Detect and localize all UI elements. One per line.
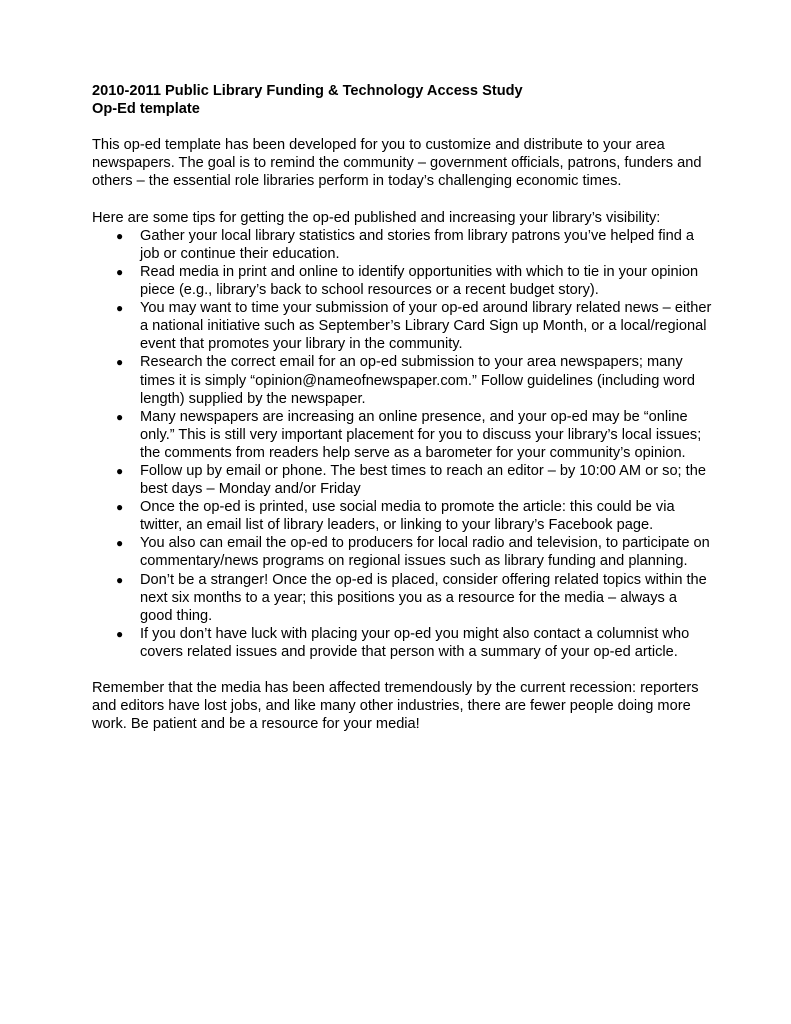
bullet-icon: ● (116, 626, 124, 641)
bullet-icon: ● (116, 355, 124, 370)
tip-item (92, 625, 712, 661)
tip-text: Follow up by email or phone. The best times to reach an editor – by 10:00 AM or so; the best days – Monday and/or Friday (140, 462, 706, 498)
tip-item (92, 571, 712, 625)
intro-paragraph: This op-ed template has been developed for you to customize and distribute to your area newspapers. The goal is to remind the community – government officials, patrons, funders and others – the essential role libraries perform in today’s challenging economic times. (92, 137, 702, 190)
tip-item (92, 462, 712, 498)
tip-text: Many newspapers are increasing an online presence, and your op-ed may be “online only.” This is still very important placement for you to discuss your library’s local issues; the comments from readers help serve as a barometer for your community’s opinion. (140, 408, 702, 461)
tip-text: You also can email the op-ed to producers for local radio and television, to participate on commentary/news programs on regional issues such as library funding and planning. (140, 535, 710, 570)
tip-text: Research the correct email for an op-ed submission to your area newspapers; many times it is simply “opinion@nameofnewspaper.com.” Follow guidelines (including word length) supplied by the newspaper. (140, 354, 696, 407)
spacer (92, 118, 712, 136)
bullet-icon: ● (116, 264, 124, 279)
closing-paragraph: Remember that the media has been affected tremendously by the current recession: reporters and editors have lost jobs, and like many other industries, there are fewer people doing more work. Be patient and be a resource for your media! (92, 680, 699, 733)
tip-text: Gather your local library statistics and stories from library patrons you’ve helped find a job or continue their education. (140, 227, 694, 262)
document-page (92, 82, 712, 733)
document-subtitle: Op-Ed template (92, 101, 200, 118)
document-title: 2010-2011 Public Library Funding & Technology Access Study (92, 83, 523, 99)
bullet-icon: ● (116, 536, 124, 551)
spacer (92, 191, 712, 209)
tip-text: Don’t be a stranger! Once the op-ed is placed, consider offering related topics within the next six months to a year; this positions you as a resource for the media – always a good thing. (140, 571, 707, 624)
tip-text: Read media in print and online to identify opportunities with which to tie in your opinion piece (e.g., library’s back to school resources or a recent budget story). (140, 263, 699, 299)
bullet-icon: ● (116, 572, 124, 587)
tips-intro: Here are some tips for getting the op-ed published and increasing your library’s visibility: (92, 209, 661, 226)
bullet-icon: ● (116, 409, 124, 424)
tip-item (92, 498, 712, 534)
bullet-icon: ● (116, 228, 124, 243)
tip-text: Once the op-ed is printed, use social media to promote the article: this could be via twitter, an email list of library leaders, or linking to your library’s Facebook page. (140, 499, 675, 534)
bullet-icon: ● (116, 500, 124, 515)
tip-item (92, 534, 712, 570)
tip-item (92, 263, 712, 299)
tip-item (92, 353, 712, 407)
tip-text: You may want to time your submission of your op-ed around library related news – either a national initiative such as September’s Library Card Sign up Month, or a local/regional event that promotes your library in the community. (140, 300, 712, 353)
bullet-icon: ● (116, 463, 124, 478)
bullet-icon: ● (116, 301, 124, 316)
tip-item (92, 299, 712, 353)
tip-item (92, 408, 712, 462)
tips-list (92, 227, 712, 661)
spacer (92, 661, 712, 679)
tip-item (92, 227, 712, 263)
tip-text: If you don’t have luck with placing your op-ed you might also contact a columnist who covers related issues and provide that person with a summary of your op-ed article. (140, 625, 690, 660)
